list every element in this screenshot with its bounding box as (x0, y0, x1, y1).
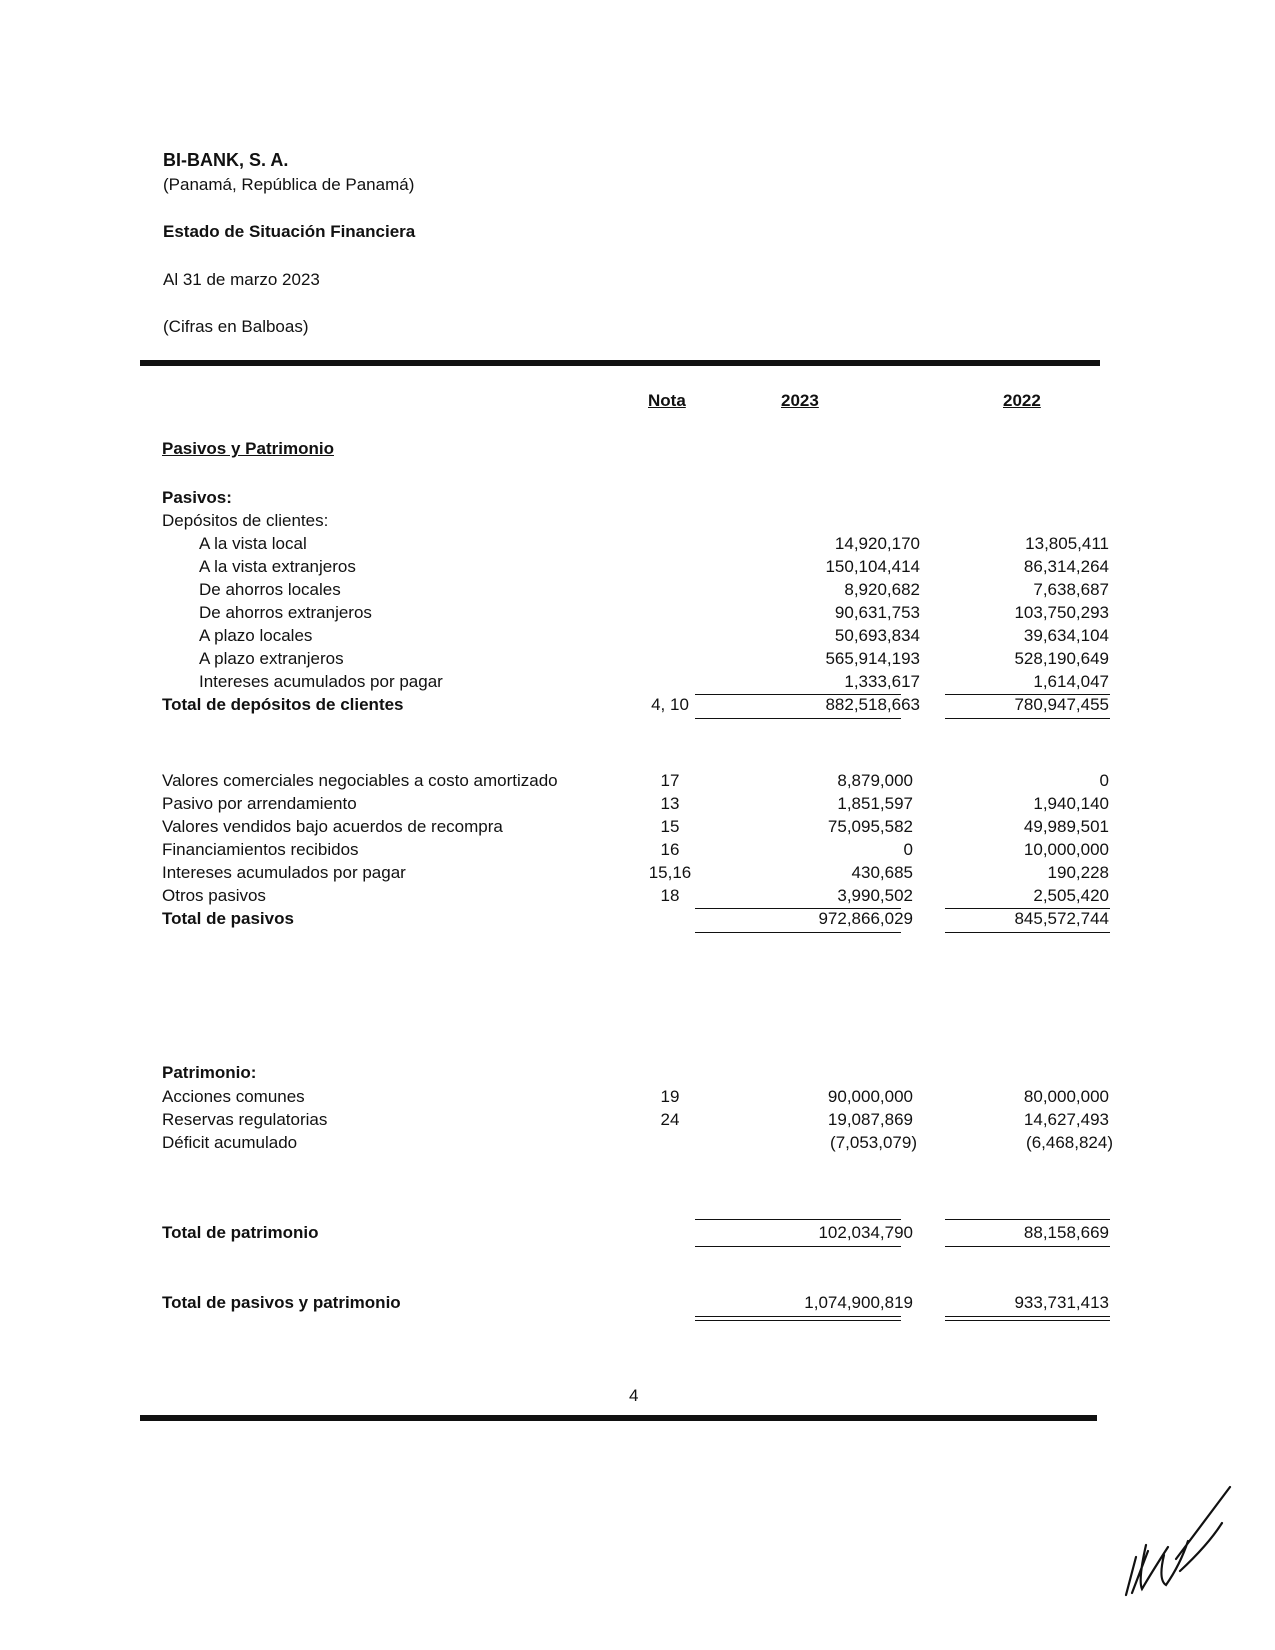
table-row (0, 1086, 1275, 1108)
value-2023: 3,990,502 (837, 886, 913, 905)
total-rule-2023 (695, 1246, 901, 1247)
nota-ref: 16 (660, 840, 680, 859)
col-header-2023: 2023 (781, 391, 819, 410)
value-2023: 430,685 (851, 863, 913, 882)
value-2023: 882,518,663 (825, 695, 920, 714)
table-row (0, 1132, 1275, 1154)
value-2023: 1,074,900,819 (804, 1293, 913, 1312)
value-2022: 13,805,411 (1025, 534, 1109, 553)
value-2022: 845,572,744 (1014, 909, 1109, 928)
value-2022: 49,989,501 (1023, 817, 1109, 836)
nota-ref: 4, 10 (651, 695, 689, 714)
section-title: Pasivos y Patrimonio (162, 439, 334, 458)
company-location: (Panamá, República de Panamá) (163, 175, 415, 194)
row-label: A la vista local (199, 534, 307, 553)
nota-ref: 19 (660, 1087, 680, 1106)
table-row (0, 793, 1275, 815)
nota-ref: 15,16 (648, 863, 692, 882)
currency-note: (Cifras en Balboas) (163, 317, 309, 336)
value-2022: 933,731,413 (1014, 1293, 1109, 1312)
value-2022: 1,614,047 (1033, 672, 1109, 691)
bottom-rule (140, 1415, 1097, 1421)
signature-stroke (1126, 1487, 1230, 1595)
total-rule-2023 (695, 718, 901, 719)
table-row (0, 671, 1275, 693)
nota-ref: 13 (660, 794, 680, 813)
table-row (0, 533, 1275, 555)
top-rule (140, 360, 1100, 366)
row-label: Total de pasivos y patrimonio (162, 1293, 401, 1312)
table-row (0, 816, 1275, 838)
total-depositos-row (0, 694, 1275, 716)
value-2022: 14,627,493 (1023, 1110, 1109, 1129)
value-2023: 150,104,414 (825, 557, 920, 576)
signature-mark (1118, 1485, 1238, 1605)
statement-date: Al 31 de marzo 2023 (163, 270, 320, 289)
double-rule-2023-a (695, 1316, 901, 1317)
company-name: BI-BANK, S. A. (163, 150, 289, 170)
double-rule-2022-b (945, 1320, 1110, 1321)
total-pasivos-patrimonio-row (0, 1292, 1275, 1314)
row-label: Otros pasivos (162, 886, 266, 905)
value-2023: 8,920,682 (844, 580, 920, 599)
value-2023: 0 (903, 840, 913, 859)
value-2022: 39,634,104 (1023, 626, 1109, 645)
total-rule-2023 (695, 932, 901, 933)
row-label: De ahorros extranjeros (199, 603, 372, 622)
col-header-nota: Nota (648, 391, 686, 410)
value-2023: 1,333,617 (844, 672, 920, 691)
pasivos-heading: Pasivos: (162, 488, 232, 507)
subtotal-rule-2023 (695, 1219, 901, 1220)
row-label: Reservas regulatorias (162, 1110, 328, 1129)
table-row (0, 579, 1275, 601)
table-row (0, 862, 1275, 884)
row-label: De ahorros locales (199, 580, 341, 599)
table-row (0, 556, 1275, 578)
row-label: Déficit acumulado (162, 1133, 298, 1152)
value-2022: 86,314,264 (1023, 557, 1109, 576)
subtotal-rule-2022 (945, 1219, 1110, 1220)
row-label: Intereses acumulados por pagar (199, 672, 443, 691)
value-2022: 190,228 (1047, 863, 1109, 882)
row-label: Total de depósitos de clientes (162, 695, 404, 714)
row-label: Intereses acumulados por pagar (162, 863, 406, 882)
total-pasivos-row (0, 908, 1275, 930)
value-2023: 565,914,193 (825, 649, 920, 668)
value-2022: 528,190,649 (1014, 649, 1109, 668)
row-label: A plazo locales (199, 626, 313, 645)
row-label: A plazo extranjeros (199, 649, 344, 668)
patrimonio-heading-row (0, 1062, 1275, 1084)
value-2022: 0 (1099, 771, 1109, 790)
table-row (0, 885, 1275, 907)
nota-ref: 17 (660, 771, 680, 790)
double-rule-2022-a (945, 1316, 1110, 1317)
value-2022: 2,505,420 (1033, 886, 1109, 905)
row-label: A la vista extranjeros (199, 557, 356, 576)
total-rule-2022 (945, 932, 1110, 933)
value-2022: 103,750,293 (1014, 603, 1109, 622)
table-row (0, 648, 1275, 670)
row-label: Total de patrimonio (162, 1223, 319, 1242)
value-2023: (7,053,079) (830, 1133, 917, 1152)
depositos-heading: Depósitos de clientes: (162, 511, 329, 530)
row-label: Financiamientos recibidos (162, 840, 359, 859)
row-label: Valores comerciales negociables a costo amortizado (162, 771, 558, 790)
value-2023: 8,879,000 (837, 771, 913, 790)
value-2023: 90,000,000 (827, 1087, 913, 1106)
table-row (0, 602, 1275, 624)
col-header-2022: 2022 (1003, 391, 1041, 410)
nota-ref: 24 (660, 1110, 680, 1129)
value-2023: 90,631,753 (834, 603, 920, 622)
row-label: Pasivo por arrendamiento (162, 794, 357, 813)
value-2023: 75,095,582 (827, 817, 913, 836)
value-2023: 1,851,597 (837, 794, 913, 813)
row-label: Total de pasivos (162, 909, 294, 928)
value-2023: 102,034,790 (818, 1223, 913, 1242)
page-number: 4 (629, 1386, 639, 1405)
value-2023: 50,693,834 (834, 626, 920, 645)
double-rule-2023-b (695, 1320, 901, 1321)
table-row (0, 839, 1275, 861)
value-2022: 7,638,687 (1033, 580, 1109, 599)
table-row (0, 1109, 1275, 1131)
nota-ref: 18 (660, 886, 680, 905)
value-2023: 972,866,029 (818, 909, 913, 928)
value-2022: (6,468,824) (1026, 1133, 1113, 1152)
pasivos-heading-row (0, 487, 1275, 509)
nota-ref: 15 (660, 817, 680, 836)
statement-title: Estado de Situación Financiera (163, 222, 416, 241)
row-label: Valores vendidos bajo acuerdos de recompra (162, 817, 503, 836)
total-rule-2022 (945, 1246, 1110, 1247)
total-rule-2022 (945, 718, 1110, 719)
value-2023: 14,920,170 (834, 534, 920, 553)
value-2022: 80,000,000 (1023, 1087, 1109, 1106)
value-2023: 19,087,869 (827, 1110, 913, 1129)
table-row (0, 770, 1275, 792)
value-2022: 780,947,455 (1014, 695, 1109, 714)
depositos-heading-row (0, 510, 1275, 532)
value-2022: 1,940,140 (1033, 794, 1109, 813)
value-2022: 10,000,000 (1023, 840, 1109, 859)
patrimonio-heading: Patrimonio: (162, 1063, 257, 1082)
value-2022: 88,158,669 (1023, 1223, 1109, 1242)
row-label: Acciones comunes (162, 1087, 305, 1106)
table-row (0, 625, 1275, 647)
total-patrimonio-row (0, 1222, 1275, 1244)
